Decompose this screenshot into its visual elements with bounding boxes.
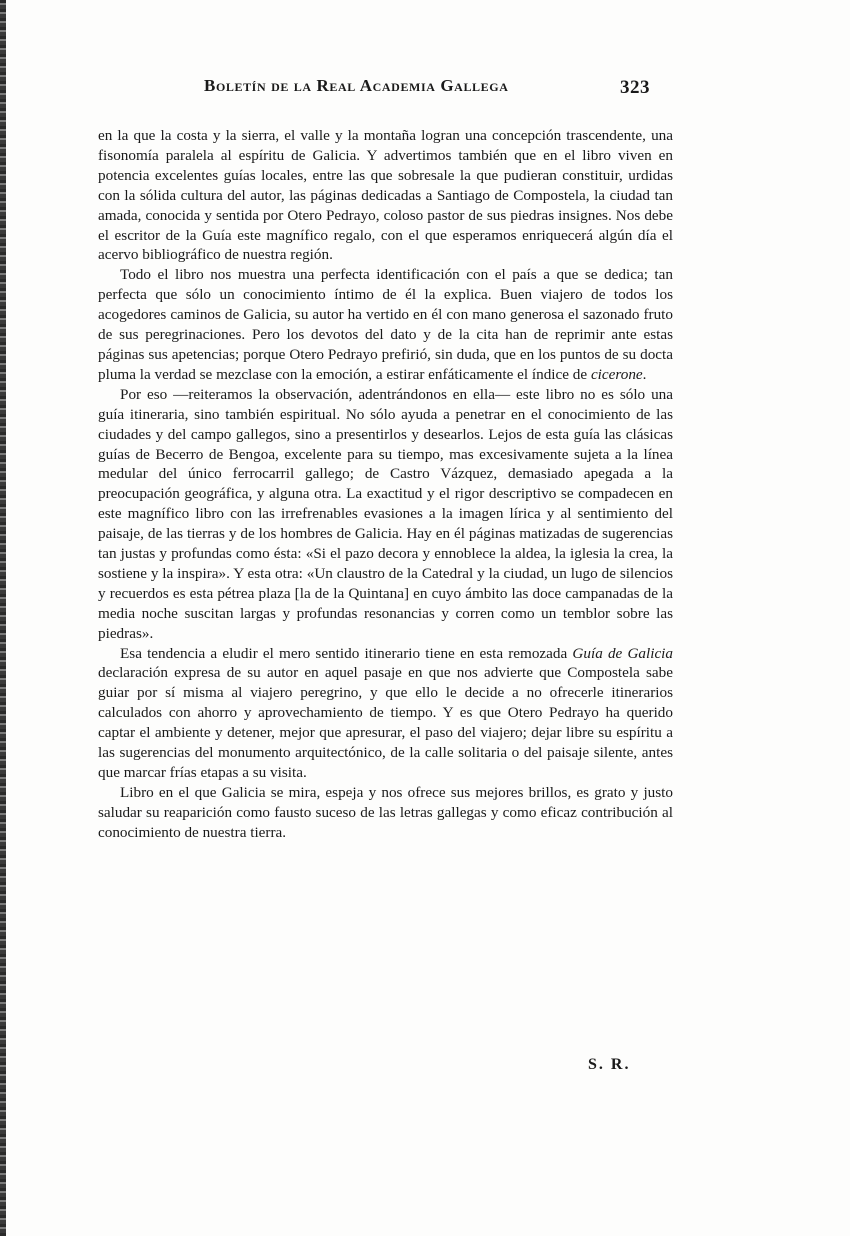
paragraph-4-italic: Guía de Galicia (572, 644, 673, 662)
paragraph-1: en la que la costa y la sierra, el valle y la montaña logran una concepción trascendente, una fisonomía paralela al espíritu de Galicia. Y advertimos también que en el libro viven en potencia excelentes guías locales, entre las que sobresale la que pudieran constituir, urdidas con la sólida cultura del autor, las páginas dedicadas a Santiago de Compostela, la ciudad tan amada, conocida y sentida por Otero Pedrayo, coloso pastor de sus piedras insignes. Nos debe el escritor de la Guía este magnífico regalo, con el que esperamos enriquecerá algún día el acervo bibliográfico de nuestra región. (98, 127, 673, 264)
paragraph-2 (98, 265, 673, 384)
signature: S. R. (588, 1056, 631, 1073)
running-head: Boletín de la Real Academia Gallega (204, 76, 509, 95)
binding-edge (0, 0, 6, 1236)
paragraph-4 (98, 644, 673, 783)
paragraph-2-end: . (642, 365, 647, 383)
page-number: 323 (620, 77, 650, 98)
paragraph-3: Por eso —reiteramos la observación, adentrándonos en ella— este libro no es sólo una guía itineraria, sino también espiritual. No sólo ayuda a penetrar en el conocimiento de las ciudades y del campo gallegos, sino a presentirlos y desearlos. Lejos de esta guía las clásicas guías de Becerro de Bengoa, excelente para su tiempo, mas excesivamente sujeta a la línea medular del único ferrocarril gallego; de Castro Vázquez, demasiado apegada a la preocupación geográfica, y alguna otra. La exactitud y el rigor descriptivo se compadecen en este magnífico libro con las irrefrenables evasiones a la imagen lírica y al sentimiento del paisaje, de las tierras y de los hombres de Galicia. Hay en él páginas matizadas de sugerencias tan justas y profundas como ésta: «Si el pazo decora y ennoblece la aldea, la iglesia la crea, la sostiene y la inspira». Y esta otra: «Un claustro de la Catedral y la ciudad, un lugo de silencios y recuerdos es esta pétrea plaza [la de la Quintana] en cuyo ámbito las doce campanadas de la media noche suscitan largas y profundas resonancias y corren como un temblor sobre las piedras». (98, 385, 673, 642)
article-body (98, 126, 673, 843)
paragraph-4-text: Esa tendencia a eludir el mero sentido itinerario tiene en esta remozada (120, 644, 573, 662)
paragraph-5: Libro en el que Galicia se mira, espeja y nos ofrece sus mejores brillos, es grato y justo saludar su reaparición como fausto suceso de las letras gallegas y como eficaz contribución al conocimiento de nuestra tierra. (98, 783, 673, 841)
paragraph-2-italic: cicerone (590, 365, 643, 383)
paragraph-2-text: Todo el libro nos muestra una perfecta identificación con el país a que se dedica; tan perfecta que sólo un conocimiento íntimo de él la explica. Buen viajero de todos los acogedores caminos de Galicia, su autor ha vertido en él con mano generosa el sazonado fruto de sus peregrinaciones. Pero los devotos del dato y de la cita han de reprimir ante estas páginas sus apetencias; porque Otero Pedrayo prefirió, sin duda, que en los puntos de su docta pluma la verdad se mezclase con la emoción, a estirar enfáticamente el índice de (98, 266, 673, 383)
paragraph-4-end: declaración expresa de su autor en aquel pasaje en que nos advierte que Compostela sabe guiar por sí misma al viajero peregrino, y que ello le decide a no ofrecerle itinerarios calculados con ahorro y aprovechamiento de tiempo. Y es que Otero Pedrayo ha querido captar el ambiente y detener, mejor que apresurar, el paso del viajero; dejar libre su espíritu a las sugerencias del monumento arquitectónico, de la calle solitaria o del paisaje silente, antes que marcar frías etapas a su visita. (98, 664, 673, 781)
